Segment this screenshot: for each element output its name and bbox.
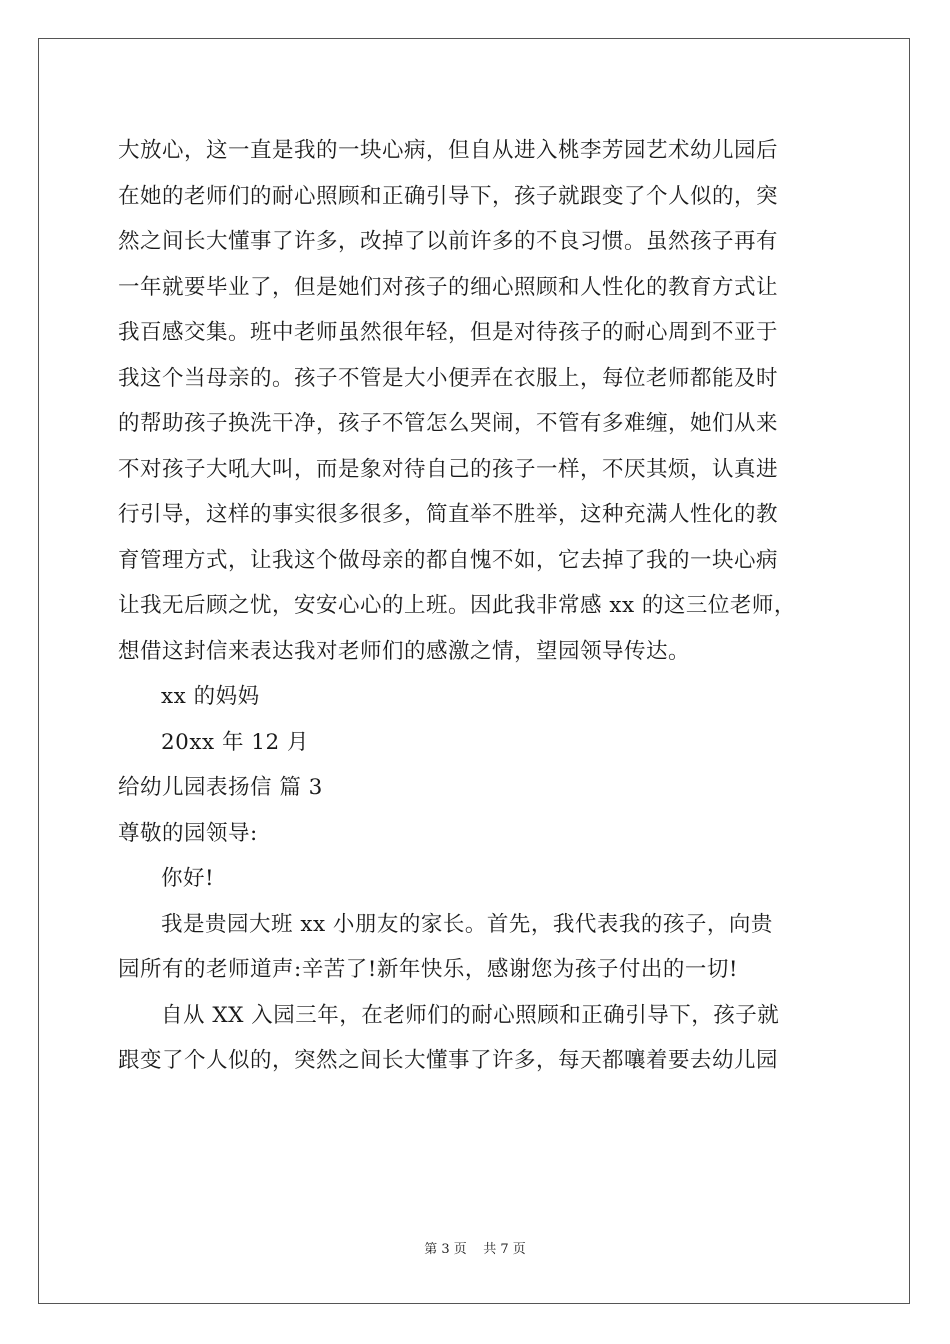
text-line: 我是贵园大班 xx 小朋友的家长。首先，我代表我的孩子，向贵 [161,911,773,937]
section-heading: 给幼儿园表扬信 篇 3 [118,775,323,800]
text-line: 园所有的老师道声:辛苦了!新年快乐，感谢您为孩子付出的一切! [118,957,739,982]
greeting: 你好! [161,866,215,891]
text-line: 我这个当母亲的。孩子不管是大小便弄在衣服上，每位老师都能及时 [118,365,779,391]
text-line: 的帮助孩子换洗干净，孩子不管怎么哭闹，不管有多难缠，她们从来 [118,411,779,436]
salutation: 尊敬的园领导: [118,820,258,846]
date-line: 20xx 年 12 月 [161,729,309,755]
text-line: 一年就要毕业了，但是她们对孩子的细心照顾和人性化的教育方式让 [118,274,779,300]
text-line: 行引导，这样的事实很多很多，简直举不胜举，这种充满人性化的教 [118,502,779,527]
text-line: 育管理方式，让我这个做母亲的都自愧不如，它去掉了我的一块心病 [118,547,779,573]
text-line: 在她的老师们的耐心照顾和正确引导下，孩子就跟变了个人似的，突 [118,183,779,209]
text-line: 想借这封信来表达我对老师们的感激之情，望园领导传达。 [118,638,691,664]
text-line: 然之间长大懂事了许多，改掉了以前许多的不良习惯。虽然孩子再有 [118,229,779,254]
page-number-footer: 第 3 页 共 7 页 [424,1242,526,1257]
text-line: 跟变了个人似的，突然之间长大懂事了许多，每天都嚷着要去幼儿园 [118,1048,779,1073]
text-line: 我百感交集。班中老师虽然很年轻，但是对待孩子的耐心周到不亚于 [118,320,779,345]
signature-line: xx 的妈妈 [161,684,260,709]
text-line: 自从 XX 入园三年，在老师们的耐心照顾和正确引导下，孩子就 [161,1002,780,1028]
document-body [118,128,834,1084]
text-line: 让我无后顾之忧，安安心心的上班。因此我非常感 xx 的这三位老师， [118,593,796,618]
text-line: 大放心，这一直是我的一块心病，但自从进入桃李芳园艺术幼儿园后 [118,138,779,163]
text-line: 不对孩子大吼大叫，而是象对待自己的孩子一样，不厌其烦，认真进 [118,456,779,482]
